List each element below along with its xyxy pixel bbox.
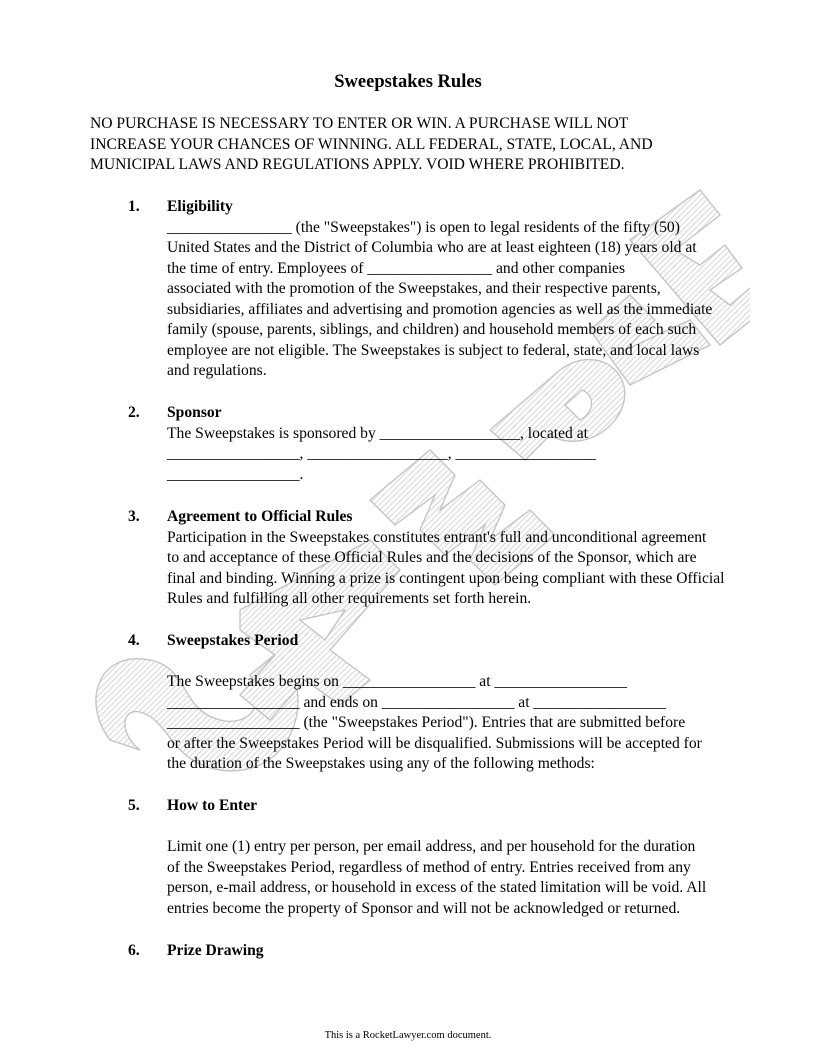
body-line: United States and the District of Columbia who are at least eighteen (18) years old at (167, 239, 697, 256)
section-heading: Agreement to Official Rules (167, 508, 353, 525)
section-number: 4. (128, 632, 140, 649)
body-line: or after the Sweepstakes Period will be disqualified. Submissions will be accepted for (167, 734, 702, 752)
body-line: final and binding. Winning a prize is contingent upon being compliant with these Official (167, 569, 725, 587)
section-heading: Sponsor (167, 404, 222, 421)
document-footer: This is a RocketLawyer.com document. (324, 1030, 492, 1041)
section-heading: Sweepstakes Period (167, 632, 299, 649)
body-line: _________________ and ends on _________________ at _________________ (167, 693, 666, 711)
body-line: and regulations. (167, 362, 267, 379)
page-title: Sweepstakes Rules (334, 72, 482, 92)
intro-line: MUNICIPAL LAWS AND REGULATIONS APPLY. VOID WHERE PROHIBITED. (90, 156, 625, 173)
body-line: employee are not eligible. The Sweepstakes is subject to federal, state, and local laws (167, 341, 700, 359)
section-body (167, 672, 737, 775)
section-body (167, 528, 737, 610)
body-line: associated with the promotion of the Sweepstakes, and their respective parents, (167, 280, 661, 297)
body-line: to and acceptance of these Official Rules and the decisions of the Sponsor, which are (167, 549, 697, 566)
body-line: person, e-mail address, or household in excess of the stated limitation will be void. All (167, 879, 707, 896)
section-number: 6. (128, 942, 140, 959)
intro-line: INCREASE YOUR CHANCES OF WINNING. ALL FEDERAL, STATE, LOCAL, AND (90, 135, 653, 153)
section-body (167, 837, 737, 919)
section-heading: Eligibility (167, 198, 233, 215)
body-line: the duration of the Sweepstakes using any of the following methods: (167, 755, 595, 772)
body-line: the time of entry. Employees of ________________ and other companies (167, 259, 626, 277)
body-line: subsidiaries, affiliates and advertising and promotion agencies as well as the immediate (167, 300, 713, 318)
section-heading: How to Enter (167, 797, 258, 814)
body-line: The Sweepstakes begins on _________________ at _________________ (167, 673, 627, 690)
body-line: _________________, __________________, __________________ (167, 445, 596, 462)
section-number: 5. (128, 797, 140, 814)
body-line: _________________. (167, 465, 304, 483)
section-heading: Prize Drawing (167, 942, 264, 959)
body-line: family (spouse, parents, siblings, and children) and household members of each such (167, 321, 697, 338)
section-number: 3. (128, 508, 140, 525)
intro-disclaimer (90, 114, 740, 176)
body-line: ________________ (the "Sweepstakes") is open to legal residents of the fifty (50) (167, 218, 680, 236)
section-number: 2. (128, 404, 140, 421)
body-line: Participation in the Sweepstakes constitutes entrant's full and unconditional agreement (167, 528, 707, 546)
body-line: _________________ (the "Sweepstakes Period"). Entries that are submitted before (167, 714, 686, 731)
body-line: Rules and fulfilling all other requirements set forth herein. (167, 590, 532, 607)
section-body (167, 218, 737, 382)
body-line: entries become the property of Sponsor and will not be acknowledged or returned. (167, 899, 681, 917)
body-line: of the Sweepstakes Period, regardless of method of entry. Entries received from any (167, 858, 691, 876)
section-body (167, 424, 737, 486)
body-line: Limit one (1) entry per person, per email address, and per household for the duration (167, 838, 696, 855)
section-number: 1. (128, 198, 140, 215)
body-line: The Sweepstakes is sponsored by __________________, located at (167, 424, 588, 442)
intro-line: NO PURCHASE IS NECESSARY TO ENTER OR WIN. A PURCHASE WILL NOT (90, 115, 629, 132)
